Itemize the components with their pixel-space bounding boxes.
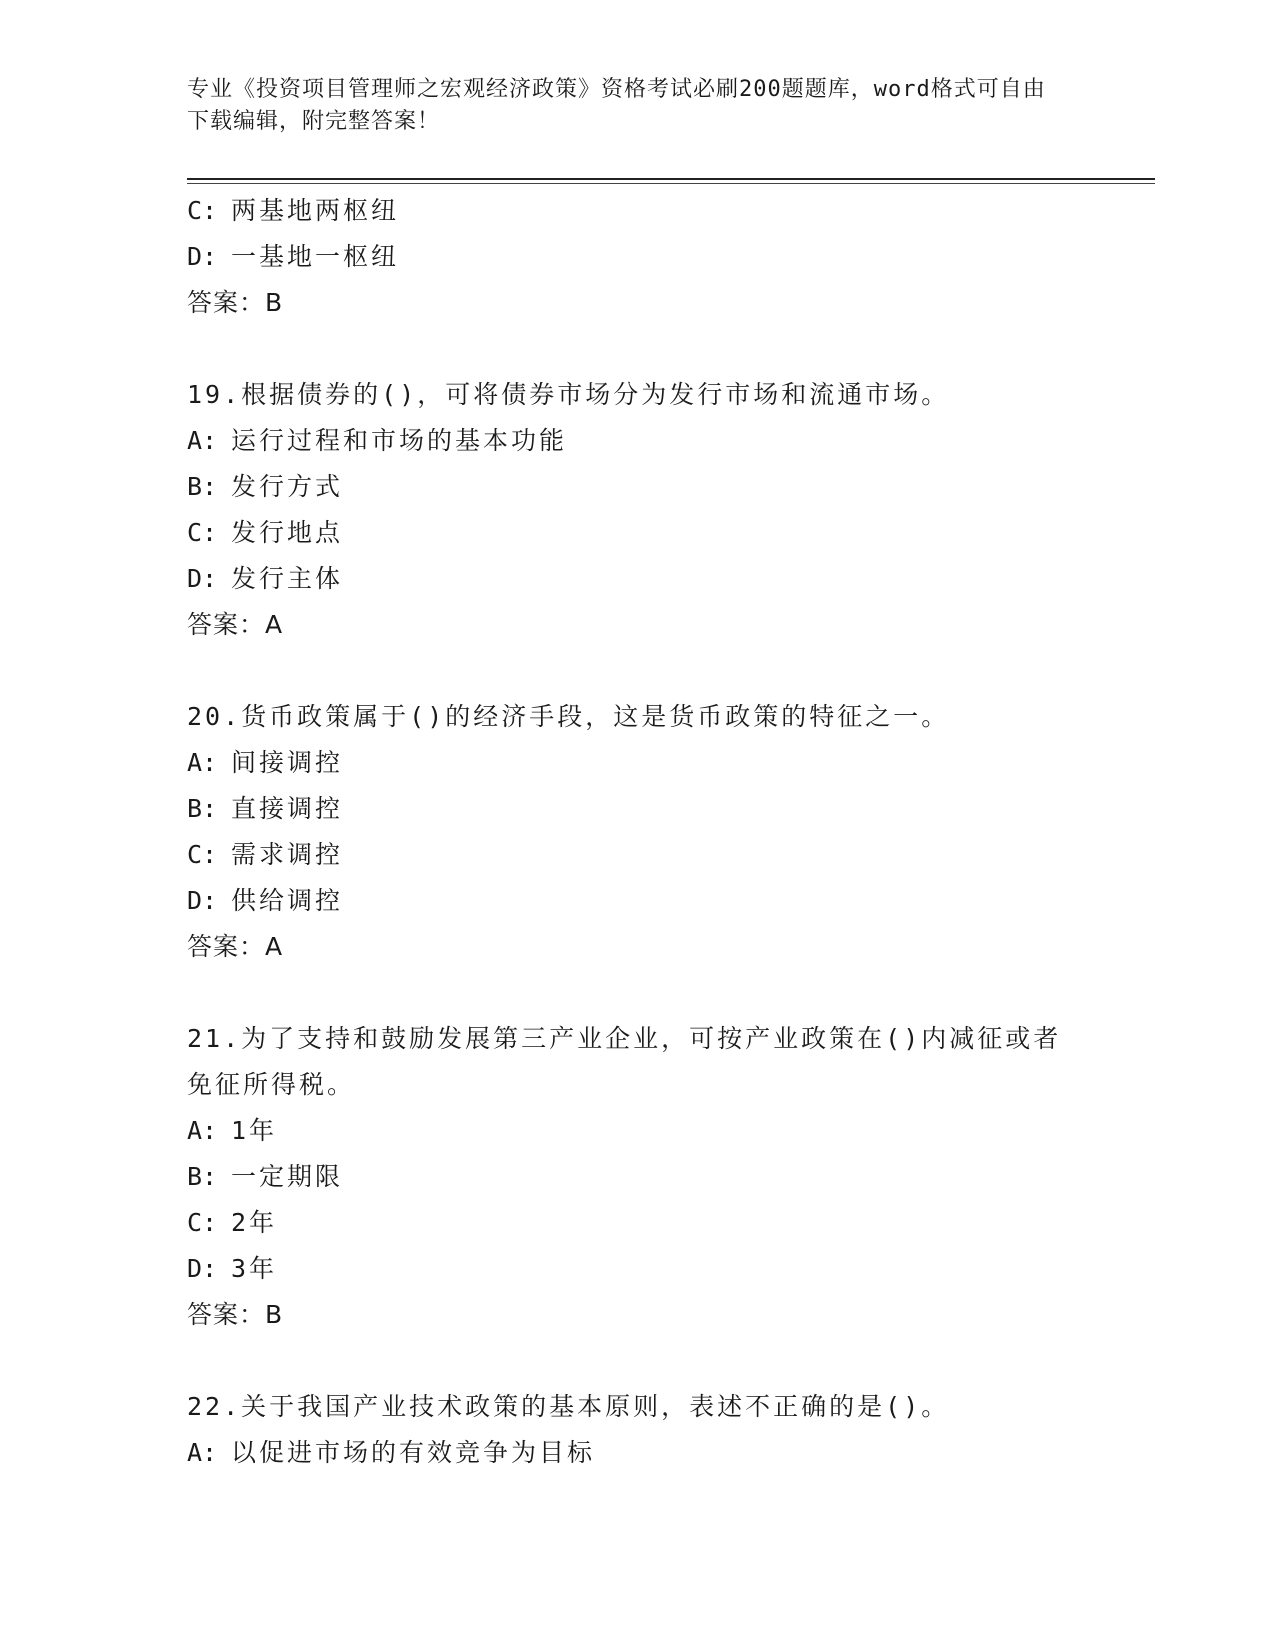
option-a — [187, 418, 1087, 464]
option-text: 供给调控 — [231, 886, 344, 915]
option-text: 3年 — [231, 1254, 278, 1283]
option-prefix: A: — [187, 1438, 218, 1467]
option-text: 运行过程和市场的基本功能 — [231, 426, 568, 455]
option-prefix: A: — [187, 426, 218, 455]
option-text: 需求调控 — [231, 840, 344, 869]
header-divider-thin — [187, 183, 1155, 184]
spacer — [187, 1338, 1087, 1384]
question-stem: 22.关于我国产业技术政策的基本原则，表述不正确的是()。 — [187, 1392, 950, 1421]
option-b — [187, 786, 1087, 832]
answer-line: 答案：A — [187, 610, 284, 639]
spacer — [187, 326, 1087, 372]
option-prefix: A: — [187, 1116, 218, 1145]
option-d — [187, 556, 1087, 602]
option-prefix: C: — [187, 840, 218, 869]
option-d — [187, 1246, 1087, 1292]
option-a — [187, 740, 1087, 786]
option-prefix: D: — [187, 564, 218, 593]
spacer — [187, 648, 1087, 694]
answer-line: 答案：B — [187, 1300, 284, 1329]
option-prefix: B: — [187, 794, 218, 823]
spacer — [187, 970, 1087, 1016]
option-prefix: D: — [187, 886, 218, 915]
option-b — [187, 464, 1087, 510]
answer-line: 答案：A — [187, 932, 284, 961]
option-c — [187, 510, 1087, 556]
option-text: 发行方式 — [231, 472, 344, 501]
header-divider — [187, 178, 1155, 180]
option-prefix: A: — [187, 748, 218, 777]
option-text: 直接调控 — [231, 794, 344, 823]
option-prefix: D: — [187, 1254, 218, 1283]
option-prefix: B: — [187, 1162, 218, 1191]
option-prefix: C: — [187, 518, 218, 547]
option-prefix: C: — [187, 1208, 218, 1237]
option-text: 一定期限 — [231, 1162, 344, 1191]
option-c — [187, 832, 1087, 878]
option-prefix: C: — [187, 196, 218, 225]
document-header: 专业《投资项目管理师之宏观经济政策》资格考试必刷200题题库，word格式可自由下载编辑，附完整答案！ — [187, 77, 1046, 134]
option-text: 间接调控 — [231, 748, 344, 777]
option-text: 以促进市场的有效竞争为目标 — [231, 1438, 596, 1467]
option-prefix: B: — [187, 472, 218, 501]
option-text: 1年 — [231, 1116, 278, 1145]
option-prefix: D: — [187, 242, 218, 271]
answer-line: 答案：B — [187, 288, 284, 317]
option-a — [187, 1108, 1087, 1154]
option-b — [187, 1154, 1087, 1200]
option-text: 发行地点 — [231, 518, 344, 547]
option-a — [187, 1430, 1087, 1476]
option-text: 两基地两枢纽 — [231, 196, 400, 225]
question-stem: 21.为了支持和鼓励发展第三产业企业，可按产业政策在()内减征或者免征所得税。 — [187, 1024, 1062, 1099]
question-stem: 20.货币政策属于()的经济手段，这是货币政策的特征之一。 — [187, 702, 950, 731]
option-d — [187, 878, 1087, 924]
option-d — [187, 234, 1087, 280]
option-text: 发行主体 — [231, 564, 344, 593]
option-c — [187, 188, 1087, 234]
option-text: 2年 — [231, 1208, 278, 1237]
question-stem: 19.根据债券的()，可将债券市场分为发行市场和流通市场。 — [187, 380, 950, 409]
option-c — [187, 1200, 1087, 1246]
question-list — [187, 188, 1087, 1476]
option-text: 一基地一枢纽 — [231, 242, 400, 271]
